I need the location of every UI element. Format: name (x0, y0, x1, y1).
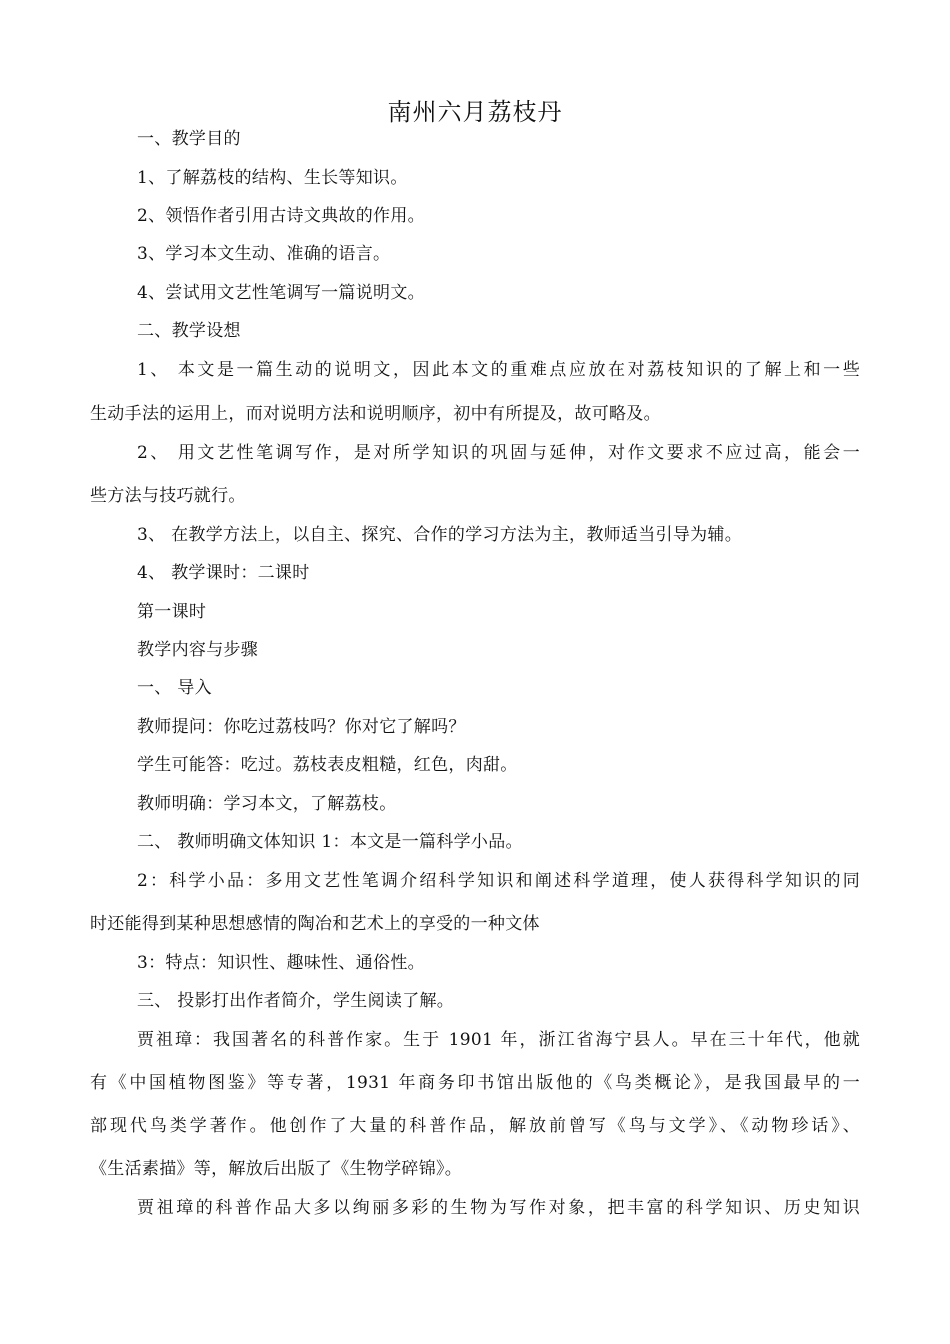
objective-item-4: 4、尝试用文艺性笔调写一篇说明文。 (137, 283, 425, 303)
plan-item-1-line-2: 生动手法的运用上，而对说明方法和说明顺序，初中有所提及，故可略及。 (90, 404, 661, 424)
step-author-heading: 三、 投影打出作者简介，学生阅读了解。 (137, 991, 455, 1011)
author-bio-line-2: 有《中国植物图鉴》等专著，1931 年商务印书馆出版他的《鸟类概论》，是我国最早的一 (90, 1073, 860, 1093)
document-title: 南州六月荔枝丹 (387, 98, 563, 126)
plan-item-2-line-1: 2、 用文艺性笔调写作，是对所学知识的巩固与延伸，对作文要求不应过高，能会一 (137, 443, 860, 463)
plan-item-3: 3、 在教学方法上，以自主、探究、合作的学习方法为主，教师适当引导为辅。 (137, 525, 743, 545)
genre-definition-line-2: 时还能得到某种思想感情的陶冶和艺术上的享受的一种文体 (90, 914, 540, 934)
author-bio-line-1: 贾祖璋：我国著名的科普作家。生于 1901 年，浙江省海宁县人。早在三十年代，他就 (137, 1030, 860, 1050)
section-heading-plan: 二、教学设想 (137, 321, 241, 341)
content-steps-heading: 教学内容与步骤 (137, 640, 259, 660)
author-bio-line-3: 部现代鸟类学著作。他创作了大量的科普作品，解放前曾写《鸟与文学》、《动物珍话》、 (90, 1116, 860, 1136)
teacher-question: 教师提问：你吃过荔枝吗？你对它了解吗？ (137, 717, 466, 737)
objective-item-3: 3、学习本文生动、准确的语言。 (137, 244, 391, 264)
plan-item-2-line-2: 些方法与技巧就行。 (90, 486, 246, 506)
author-bio-line-4: 《生活素描》等，解放后出版了《生物学碎锦》。 (90, 1159, 463, 1179)
objective-item-2: 2、领悟作者引用古诗文典故的作用。 (137, 206, 425, 226)
student-answer: 学生可能答：吃过。荔枝表皮粗糙，红色，肉甜。 (137, 755, 518, 775)
author-works-line-1: 贾祖璋的科普作品大多以绚丽多彩的生物为写作对象，把丰富的科学知识、历史知识 (137, 1198, 860, 1218)
lesson-heading: 第一课时 (137, 602, 207, 622)
plan-item-1-line-1: 1、 本文是一篇生动的说明文，因此本文的重难点应放在对荔枝知识的了解上和一些 (137, 360, 860, 380)
plan-item-4: 4、 教学课时：二课时 (137, 563, 310, 583)
step-intro-heading: 一、 导入 (137, 678, 212, 698)
section-heading-objectives: 一、教学目的 (137, 129, 241, 149)
teacher-clarify: 教师明确：学习本文，了解荔枝。 (137, 794, 397, 814)
objective-item-1: 1、了解荔枝的结构、生长等知识。 (137, 168, 408, 188)
step-genre-heading: 二、 教师明确文体知识 1：本文是一篇科学小品。 (137, 832, 523, 852)
genre-definition-line-1: 2：科学小品：多用文艺性笔调介绍科学知识和阐述科学道理，使人获得科学知识的同 (137, 871, 860, 891)
genre-features: 3：特点：知识性、趣味性、通俗性。 (137, 953, 425, 973)
